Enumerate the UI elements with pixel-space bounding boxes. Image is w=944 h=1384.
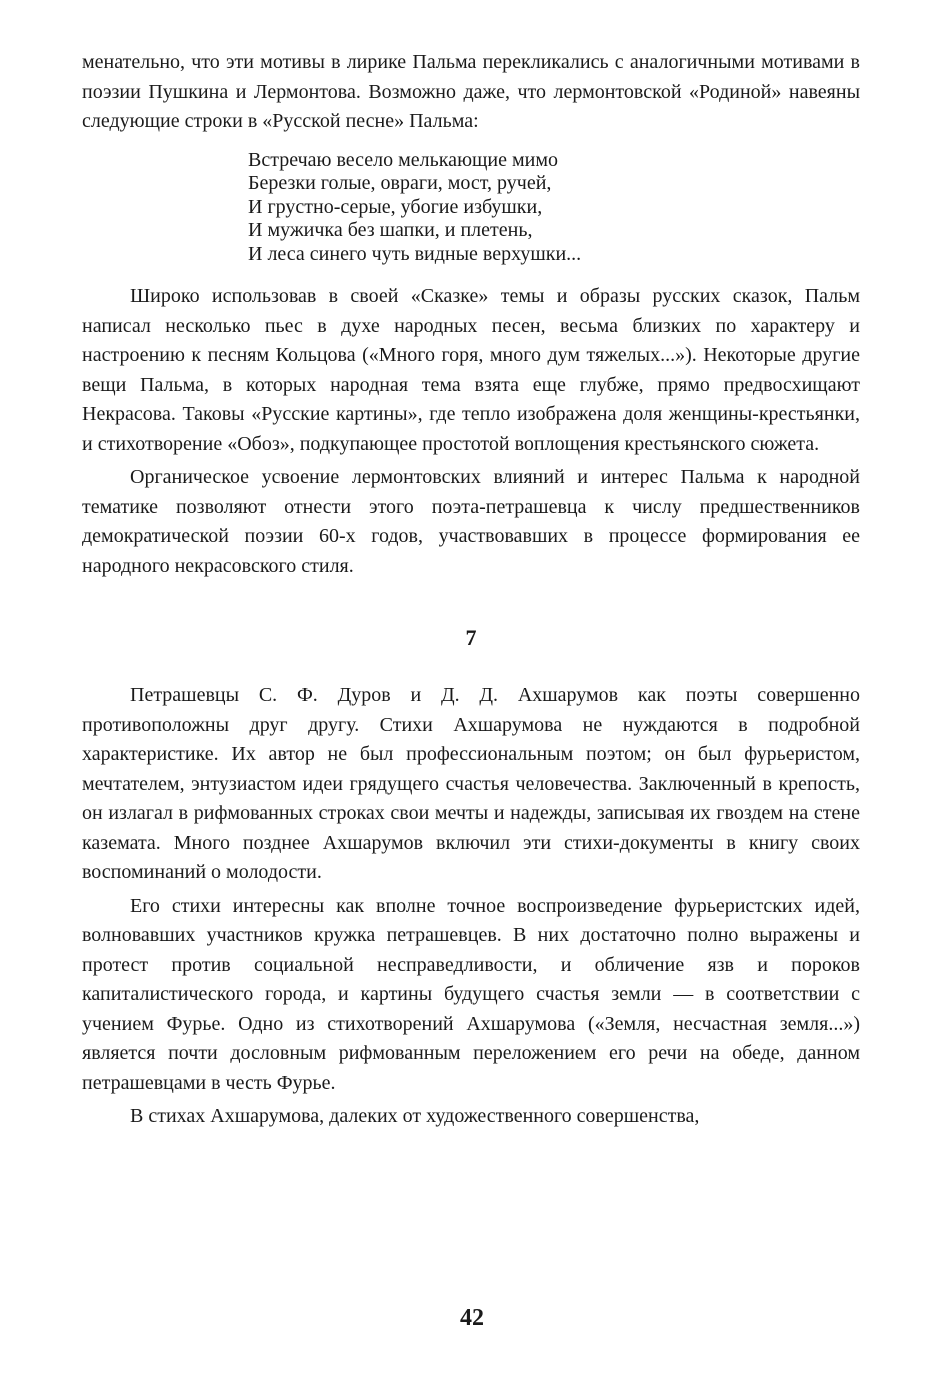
paragraph: Его стихи интересны как вполне точное воспроизведение фурьеристских идей, волновавших участников кружка петрашевцев. В них достаточно полно выражены и протест против социальной несправедливости, и обличение язв и пороков капиталистического города, и картины будущего счастья земли — в соответствии с учением Фурье. Одно из стихотворений Ахшарумова («Земля, несчастная земля...») является почти дословным рифмованным переложением его речи на обеде, данном петрашевцами в честь Фурье. <box>82 894 860 1094</box>
paragraph: В стихах Ахшарумова, далеких от художественного совершенства, <box>130 1105 700 1127</box>
section-number: 7 <box>465 625 477 650</box>
paragraph: Органическое усвоение лермонтовских влияний и интерес Пальма к народной тематике позволяют отнести этого поэта-петрашевца к числу предшественников демократической поэзии 60-х годов, участвовавших в процессе формирования ее народного некрасовского стиля. <box>82 466 860 577</box>
verse-line: И мужичка без шапки, и плетень, <box>248 219 533 241</box>
verse-line: Встречаю весело мелькающие мимо <box>248 148 558 171</box>
paragraph-continued: менательно, что эти мотивы в лирике Пальма перекликались с аналогичными мотивами в поэзии Пушкина и Лермонтова. Возможно даже, что лермонтовской «Родиной» навеяны следующие строки в «Русской песне» Пальма: <box>82 51 860 132</box>
verse-line: Березки голые, овраги, мост, ручей, <box>248 172 552 194</box>
page-number: 42 <box>460 1305 484 1331</box>
page-body <box>82 48 860 1132</box>
paragraph: Петрашевцы С. Ф. Дуров и Д. Д. Ахшарумов как поэты совершенно противоположны друг другу. Стихи Ахшарумова не нуждаются в подробной характеристике. Их автор не был профессиональным поэтом; он был фурьеристом, мечтателем, энтузиастом идеи грядущего счастья человечества. Заключенный в крепость, он излагал в рифмованных строках свои мечты и надежды, записывая их гвоздем на стене каземата. Много позднее Ахшарумов включил эти стихи-документы в книгу своих воспоминаний о молодости. <box>82 684 860 883</box>
verse-line: И леса синего чуть видные верхушки... <box>248 242 582 265</box>
verse-line: И грустно-серые, убогие избушки, <box>248 195 543 218</box>
paragraph: Широко использовав в своей «Сказке» темы и образы русских сказок, Пальм написал несколько пьес в духе народных песен, весьма близких по характеру и настроению к песням Кольцова («Много горя, много дум тяжелых...»). Некоторые другие вещи Пальма, в которых народная тема взята еще глубже, прямо предвосхищают Некрасова. Таковы «Русские картины», где тепло изображена доля женщины-крестьянки, и стихотворение «Обоз», подкупающее простотой воплощения крестьянского сюжета. <box>82 285 860 455</box>
verse-quote <box>248 149 860 267</box>
